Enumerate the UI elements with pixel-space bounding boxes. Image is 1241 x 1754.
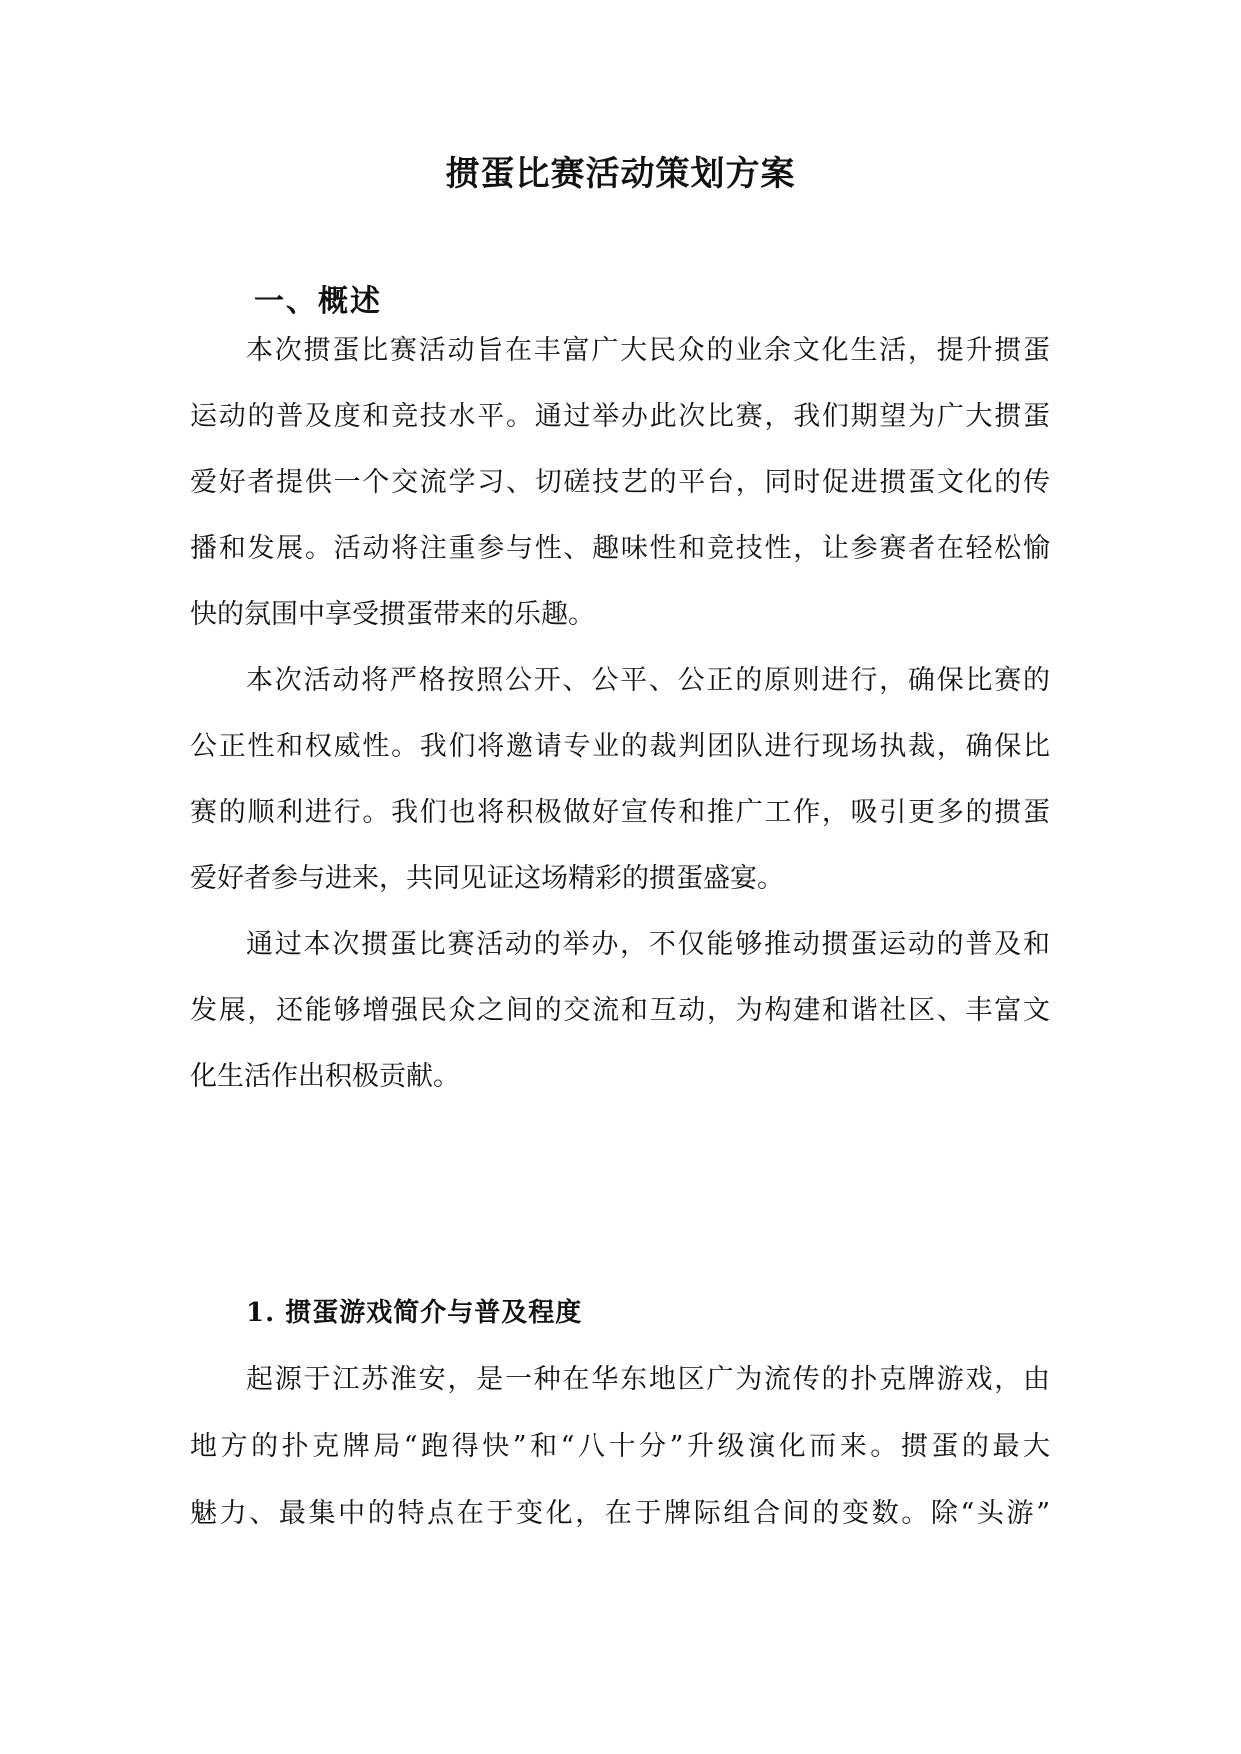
section-heading-overview: 一、概述	[254, 284, 382, 319]
paragraph-line: 本次活动将严格按照公开、公平、公正的原则进行，确保比赛的	[246, 665, 1050, 696]
paragraph-line: 发展，还能够增强民众之间的交流和互动，为构建和谐社区、丰富文	[190, 995, 1050, 1026]
paragraph-line: 快的氛围中享受掼蛋带来的乐趣。	[190, 599, 595, 630]
paragraph-line: 播和发展。活动将注重参与性、趣味性和竞技性，让参赛者在轻松愉	[190, 533, 1050, 564]
paragraph-line: 起源于江苏淮安，是一种在华东地区广为流传的扑克牌游戏，由	[246, 1364, 1050, 1395]
paragraph-line: 魅力、最集中的特点在于变化，在于牌际组合间的变数。除“头游”	[190, 1498, 1050, 1529]
paragraph-line: 化生活作出积极贡献。	[190, 1061, 460, 1092]
paragraph-line: 公正性和权威性。我们将邀请专业的裁判团队进行现场执裁，确保比	[190, 731, 1050, 762]
document-title: 掼蛋比赛活动策划方案	[445, 154, 796, 194]
paragraph-line: 赛的顺利进行。我们也将积极做好宣传和推广工作，吸引更多的掼蛋	[190, 797, 1050, 828]
paragraph-line: 爱好者参与进来，共同见证这场精彩的掼蛋盛宴。	[190, 863, 784, 894]
paragraph-line: 本次掼蛋比赛活动旨在丰富广大民众的业余文化生活，提升掼蛋	[246, 335, 1050, 366]
paragraph-line: 爱好者提供一个交流学习、切磋技艺的平台，同时促进掼蛋文化的传	[190, 467, 1050, 498]
paragraph-line: 地方的扑克牌局“跑得快”和“八十分”升级演化而来。掼蛋的最大	[190, 1431, 1050, 1462]
paragraph-line: 通过本次掼蛋比赛活动的举办，不仅能够推动掼蛋运动的普及和	[246, 929, 1050, 960]
section-heading-game-intro: 1. 掼蛋游戏简介与普及程度	[246, 1298, 583, 1328]
paragraph-line: 运动的普及度和竞技水平。通过举办此次比赛，我们期望为广大掼蛋	[190, 401, 1050, 432]
